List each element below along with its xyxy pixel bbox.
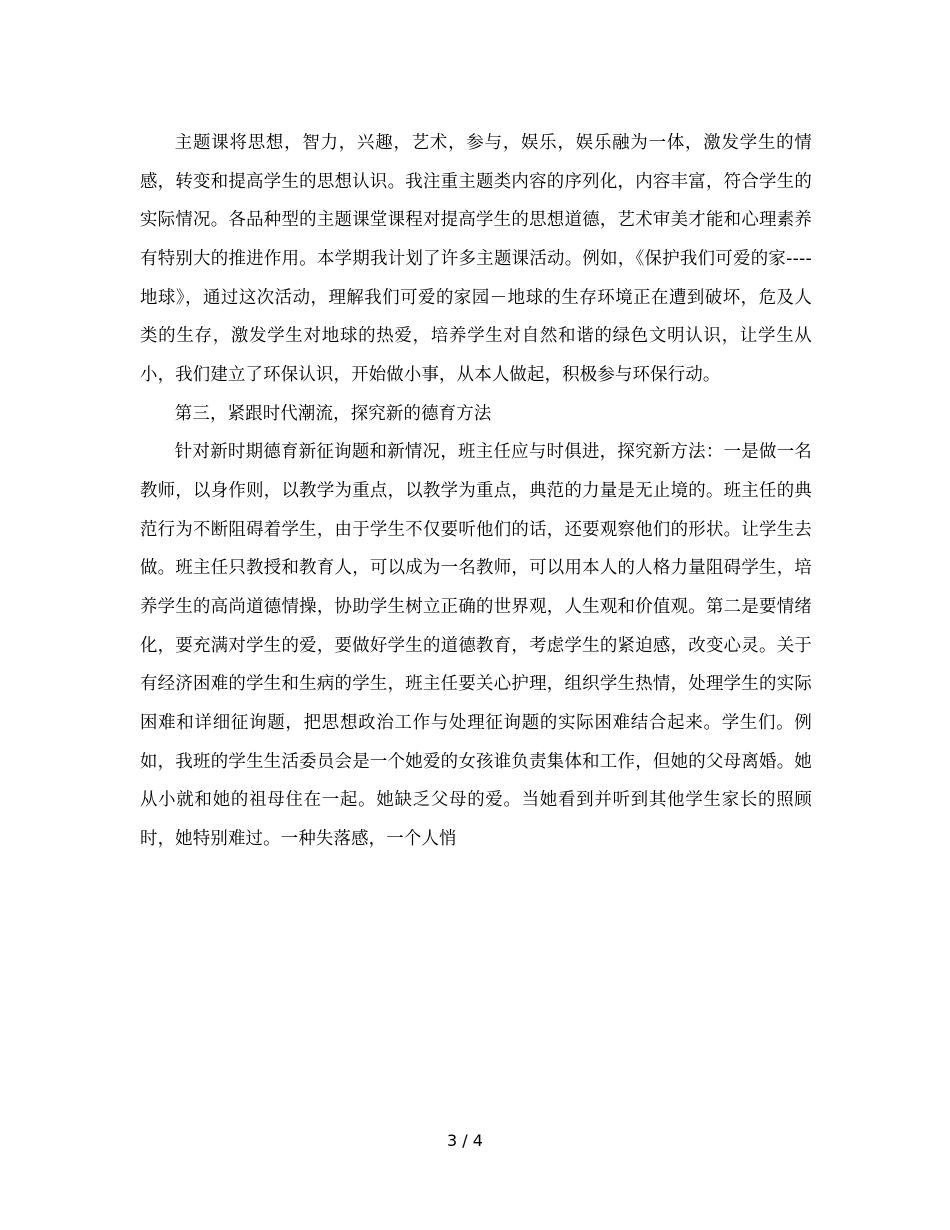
paragraph-theme-class: 主题课将思想，智力，兴趣，艺术，参与，娱乐，娱乐融为一体，激发学生的情感，转变和提高学生的思想认识。我注重主题类内容的序列化，内容丰富，符合学生的实际情况。各品种型的主题课堂课程对提高学生的思想道德，艺术审美才能和心理素养有特别大的推进作用。本学期我计划了许多主题课活动。例如，《保护我们可爱的家----地球》，通过这次活动，理解我们可爱的家园－地球的生存环境正在遭到破坏，危及人类的生存，激发学生对地球的热爱，培养学生对自然和谐的绿色文明认识，让学生从小，我们建立了环保认识，开始做小事，从本人做起，积极参与环保行动。 bbox=[140, 133, 812, 385]
paragraph-new-methods: 针对新时期德育新征询题和新情况，班主任应与时俱进，探究新方法：一是做一名教师，以身作则，以教学为重点，以教学为重点，典范的力量是无止境的。班主任的典范行为不断阻碍着学生，由于学生不仅要听他们的话，还要观察他们的形状。让学生去做。班主任只教授和教育人，可以成为一名教师，可以用本人的人格力量阻碍学生，培养学生的高尚道德情操，协助学生树立正确的世界观，人生观和价值观。第二是要情绪化，要充满对学生的爱，要做好学生的道德教育，考虑学生的紧迫感，改变心灵。关于有经济困难的学生和生病的学生，班主任要关心护理，组织学生热情，处理学生的实际困难和详细征询题，把思想政治工作与处理征询题的实际困难结合起来。学生们。例如，我班的学生生活委员会是一个她爱的女孩谁负责集体和工作，但她的父母离婚。她从小就和她的祖母住在一起。她缺乏父母的爱。当她看到并听到其他学生家长的照顾时，她特别难过。一种失落感，一个人悄 bbox=[140, 442, 812, 849]
body-text bbox=[140, 124, 812, 858]
page-number: 3 / 4 bbox=[447, 1131, 483, 1150]
section-heading-third: 第三，紧跟时代潮流，探究新的德育方法 bbox=[174, 403, 492, 424]
